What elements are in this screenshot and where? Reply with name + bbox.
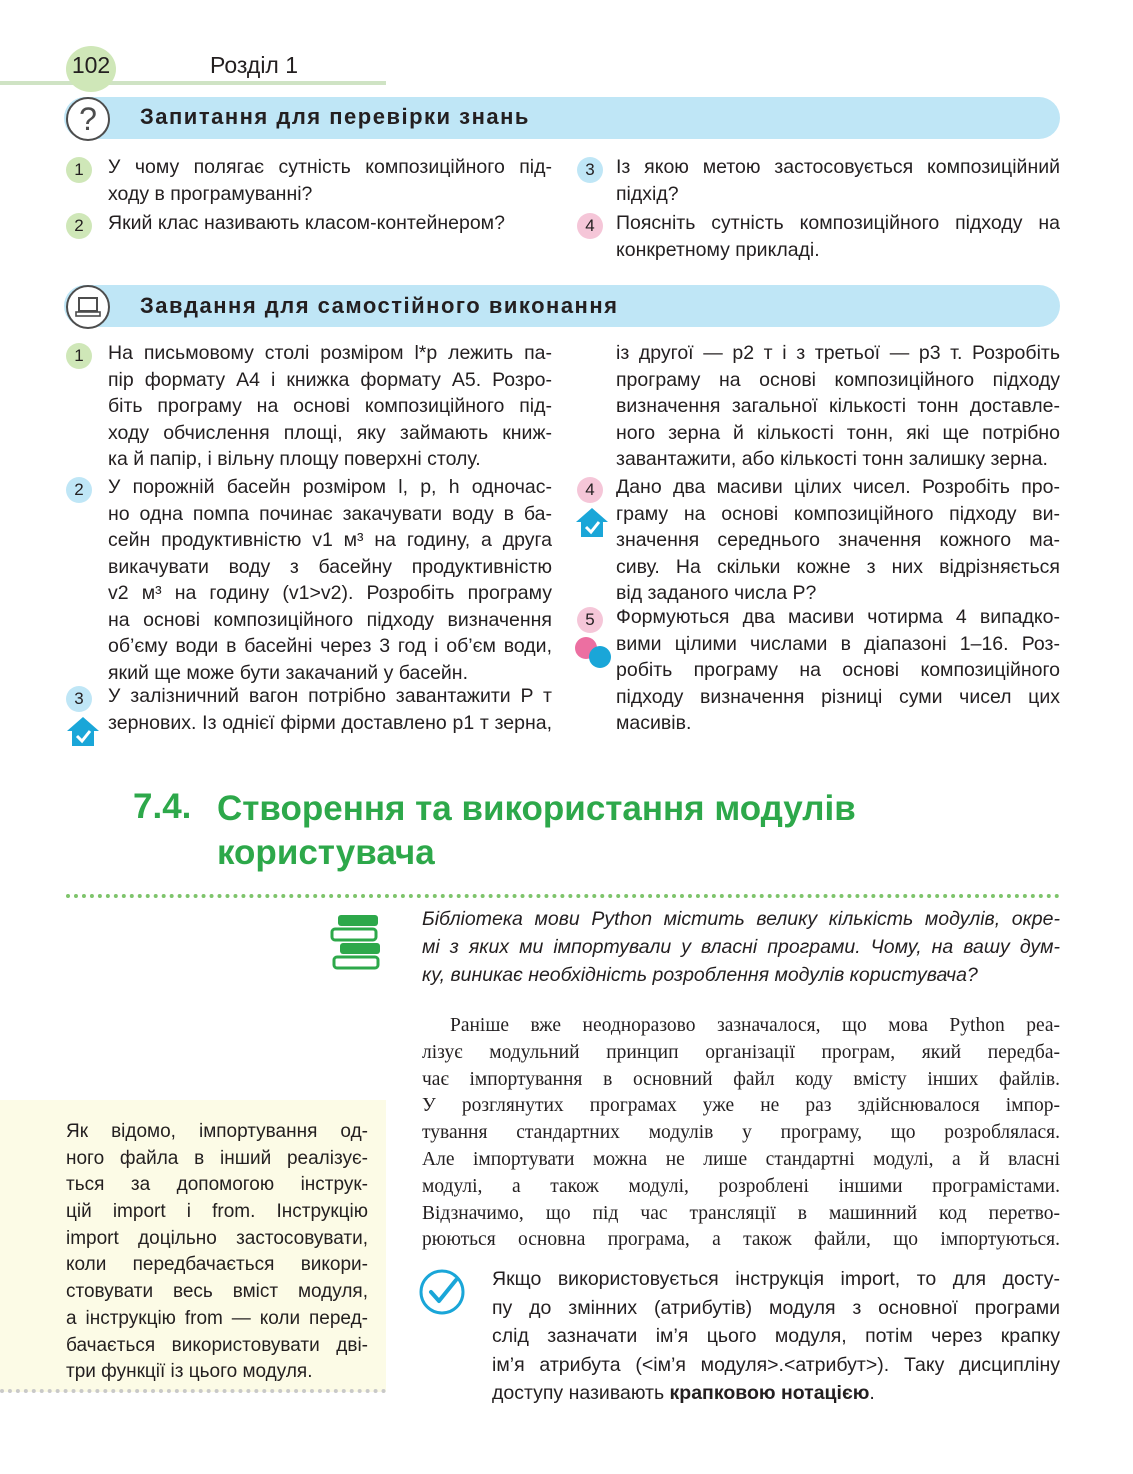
question-number-badge: 1 xyxy=(66,157,92,183)
body-line: тування стандартних модулів у програму, що розроблялася. xyxy=(422,1122,1060,1144)
task-line: ка й папір, і вільну площу поверхні столу. xyxy=(108,448,481,470)
intro-question xyxy=(422,905,1060,989)
sidebar-line: а інструкцію from — коли перед- xyxy=(66,1307,368,1329)
sidebar-note-text xyxy=(66,1119,368,1386)
note-text-segment: . xyxy=(869,1382,875,1404)
task-line: Формуються два масиви чотирма 4 випадко- xyxy=(616,606,1060,628)
task-line: робіть програму на основі композиційного xyxy=(616,659,1060,681)
question-line: конкретному прикладі. xyxy=(616,238,820,261)
header-rule xyxy=(0,81,386,85)
note-line: ім’я атрибута (<ім’я модуля>.<атрибут>). Таку дисципліну xyxy=(492,1353,1060,1376)
section-divider xyxy=(66,894,1060,898)
task-item-4 xyxy=(616,474,1060,607)
task-line: об’єму води в басейні через 3 год і об’єм води, xyxy=(108,635,552,657)
task-line: зернових. Із однієї фірми доставлено p1 т зерна, xyxy=(108,711,552,734)
task-item-1 xyxy=(108,340,552,473)
task-line: визначення загальної кількості тонн доставле- xyxy=(616,395,1060,417)
laptop-icon xyxy=(66,285,110,329)
question-number-badge: 3 xyxy=(577,157,603,183)
task-line: із другої — p2 т і з третьої — p3 т. Розробіть xyxy=(616,342,1060,364)
task-number-badge: 5 xyxy=(577,607,603,633)
sidebar-line: три функції із цього модуля. xyxy=(66,1361,313,1383)
sidebar-line: ного файла в інший реалізує- xyxy=(66,1147,368,1169)
task-line: вими цілими числами в діапазоні 1–16. Роз- xyxy=(616,632,1060,655)
task-item-3-continued xyxy=(616,340,1060,473)
home-check-icon xyxy=(66,715,100,747)
task-line: но одна помпа починає закачувати воду в ба- xyxy=(108,502,552,525)
task-line: значення середнього значення кожного ма- xyxy=(616,529,1060,551)
intro-line: ку, виникає необхідність розроблення модулів користувача? xyxy=(422,964,978,986)
books-icon xyxy=(330,912,382,970)
task-item-2 xyxy=(108,474,552,686)
note-line xyxy=(492,1379,1060,1408)
task-number-badge: 2 xyxy=(66,477,92,503)
sidebar-line: стовувати весь вміст модуля, xyxy=(66,1281,368,1303)
section-title-line: користувача xyxy=(217,833,435,872)
sidebar-line: коли передбачається викори- xyxy=(66,1254,368,1276)
body-line: Відзначимо, що під час трансляції в машинний код перетво- xyxy=(422,1202,1060,1224)
task-item-5 xyxy=(616,604,1060,737)
task-number-badge: 3 xyxy=(66,686,92,712)
body-paragraph xyxy=(422,1013,1060,1254)
body-line: чає імпортування в основний файл коду вмісту інших файлів. xyxy=(422,1068,1060,1090)
question-mark-icon xyxy=(66,97,110,141)
home-check-icon xyxy=(575,506,609,538)
task-line: Дано два масиви цілих чисел. Розробіть про- xyxy=(616,476,1060,498)
sidebar-divider xyxy=(0,1389,386,1393)
task-line: завантажити, або кількості тонн залишку зерна. xyxy=(616,448,1048,470)
note-text xyxy=(492,1265,1060,1408)
checkmark-circle-icon xyxy=(418,1268,466,1316)
question-line: ходу в програмуванні? xyxy=(108,182,313,205)
task-line: викачувати воду з басейну продуктивністю xyxy=(108,555,552,578)
intro-line: Бібліотека мови Python містить велику кількість модулів, окре- xyxy=(422,908,1060,930)
task-line: підходу визначення різниці суми чисел цих xyxy=(616,685,1060,708)
question-line: Поясніть сутність композиційного підходу на xyxy=(616,212,1060,234)
sidebar-line: ться за допомогою інструк- xyxy=(66,1174,368,1196)
tasks-title: Завдання для самостійного виконання xyxy=(140,293,619,318)
note-line: Якщо використовується інструкція import, то для досту- xyxy=(492,1268,1060,1290)
task-line: граму на основі композиційного підходу ви- xyxy=(616,502,1060,525)
task-line: ного зерна й кількості тонн, які ще потрібно xyxy=(616,421,1060,444)
question-number-badge: 2 xyxy=(66,213,92,239)
question-item-4 xyxy=(616,210,1060,263)
question-line: У чому полягає сутність композиційного під- xyxy=(108,156,552,178)
task-line: масивів. xyxy=(616,712,692,734)
sidebar-line: цій import і from. Інструкцію xyxy=(66,1201,368,1223)
body-line: модулі, а також модулі, розроблені іншими програмістами. xyxy=(422,1175,1060,1197)
sidebar-line: бачається використовувати дві- xyxy=(66,1334,368,1356)
body-line: рюються основна програма, а також файли, що імпортуються. xyxy=(422,1229,1060,1251)
question-number-badge: 4 xyxy=(577,213,603,239)
sidebar-line: Як відомо, імпортування од- xyxy=(66,1121,368,1142)
note-line: слід зазначати ім’я цього модуля, потім через крапку xyxy=(492,1325,1060,1347)
task-line: біть програму на основі композиційного під- xyxy=(108,395,552,417)
sidebar-line: import доцільно застосовувати, xyxy=(66,1227,368,1249)
difficulty-circles-icon xyxy=(574,636,614,670)
task-line: На письмовому столі розміром l*p лежить па- xyxy=(108,342,552,364)
body-line: Раніше вже неодноразово зазначалося, що мова Python реа- xyxy=(450,1015,1060,1036)
task-item-3 xyxy=(108,683,552,736)
question-line: Із якою метою застосовується композиційний xyxy=(616,156,1060,178)
page-number: 102 xyxy=(71,52,111,78)
task-line: від заданого числа P? xyxy=(616,582,817,604)
task-line: програму на основі композиційного підходу xyxy=(616,368,1060,391)
task-line: на основі композиційного підходу визначення xyxy=(108,608,552,631)
question-item-2 xyxy=(108,210,552,237)
task-number-badge: 1 xyxy=(66,343,92,369)
dot-notation-term: крапковою нотацією xyxy=(669,1382,870,1404)
body-line: Але імпортувати можна не лише стандартні модулі, а й власні xyxy=(422,1148,1060,1170)
body-line: У розглянутих програмах уже не раз здійснювалося імпор- xyxy=(422,1095,1060,1117)
task-line: пір формату А4 і книжка формату А5. Розро- xyxy=(108,368,552,391)
question-item-1 xyxy=(108,154,552,207)
section-title xyxy=(217,787,856,875)
questions-title: Запитання для перевірки знань xyxy=(140,104,530,129)
task-line: У залізничний вагон потрібно завантажити P т xyxy=(108,685,552,707)
question-line: підхід? xyxy=(616,182,679,205)
note-text-segment: доступу називають xyxy=(492,1382,670,1404)
task-line: сиву. На скільки кожне з них відрізняється xyxy=(616,555,1060,578)
question-line: Який клас називають класом-контейнером? xyxy=(108,212,505,234)
task-line: v2 м³ на годину (v1>v2). Розробіть програму xyxy=(108,582,552,604)
note-line: пу до змінних (атрибутів) модуля з основної програми xyxy=(492,1296,1060,1319)
body-line: лізує модульний принцип організації програм, який передба- xyxy=(422,1041,1060,1063)
task-line: який ще може бути закачаний у басейн. xyxy=(108,661,468,684)
section-number: 7.4. xyxy=(133,787,192,826)
svg-text:?: ? xyxy=(79,102,97,136)
section-title-line: Створення та використання модулів xyxy=(217,789,856,828)
task-line: сейн продуктивністю v1 м³ на годину, а друга xyxy=(108,529,552,551)
running-header-section: Розділ 1 xyxy=(210,52,299,78)
question-item-3 xyxy=(616,154,1060,207)
task-number-badge: 4 xyxy=(577,477,603,503)
task-line: У порожній басейн розміром l, p, h одночас- xyxy=(108,476,552,498)
intro-line: мі з яких ми імпортували у власні програми. Чому, на вашу дум- xyxy=(422,936,1060,958)
task-line: ходу обчислення площі, яку займають книж- xyxy=(108,421,552,444)
